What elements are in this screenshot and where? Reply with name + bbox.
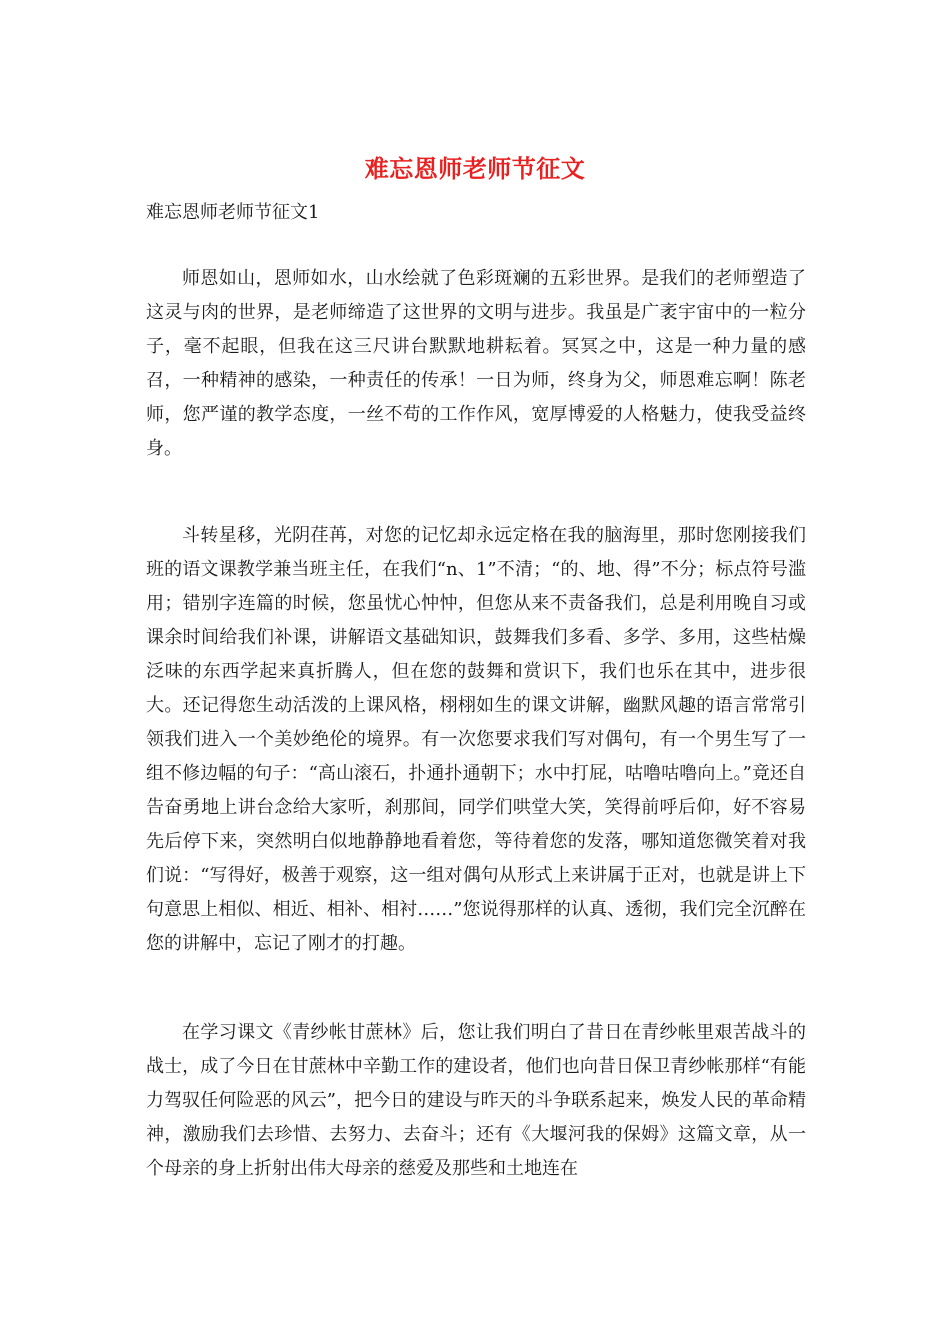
document-subtitle: 难忘恩师老师节征文1 bbox=[146, 202, 320, 223]
paragraph-3: 在学习课文《青纱帐甘蔗林》后，您让我们明白了昔日在青纱帐里艰苦战斗的战士，成了今日在甘蔗林中辛勤工作的建设者，他们也向昔日保卫青纱帐那样“有能力驾驭任何险恶的风云”，把今日的建设与昨天的斗争联系起来，焕发人民的革命精神，激励我们去珍惜、去努力、去奋斗；还有《大堰河我的保姆》这篇文章，从一个母亲的身上折射出伟大母亲的慈爱及那些和土地连在 bbox=[146, 1022, 806, 1179]
paragraph-2: 斗转星移，光阴荏苒，对您的记忆却永远定格在我的脑海里，那时您刚接我们班的语文课教学兼当班主任，在我们“n、1”不清；“的、地、得”不分；标点符号滥用；错别字连篇的时候，您虽忧心忡忡，但您从来不责备我们，总是利用晚自习或课余时间给我们补课，讲解语文基础知识，鼓舞我们多看、多学、多用，这些枯燥泛味的东西学起来真折腾人，但在您的鼓舞和赏识下，我们也乐在其中，进步很大。还记得您生动活泼的上课风格，栩栩如生的课文讲解，幽默风趣的语言常常引领我们进入一个美妙绝伦的境界。有一次您要求我们写对偶句，有一个男生写了一组不修边幅的句子：“高山滚石，扑通扑通朝下；水中打屁，咕噜咕噜向上。”竟还自告奋勇地上讲台念给大家听，刹那间，同学们哄堂大笑，笑得前呼后仰，好不容易先后停下来，突然明白似地静静地看着您，等待着您的发落，哪知道您微笑着对我们说：“写得好，极善于观察，这一组对偶句从形式上来讲属于正对，也就是讲上下句意思上相似、相近、相补、相衬……”您说得那样的认真、透彻，我们完全沉醉在您的讲解中，忘记了刚才的打趣。 bbox=[146, 525, 806, 954]
paragraph-1: 师恩如山，恩师如水，山水绘就了色彩斑斓的五彩世界。是我们的老师塑造了这灵与肉的世界，是老师缔造了这世界的文明与进步。我虽是广袤宇宙中的一粒分子，毫不起眼，但我在这三尺讲台默默地耕耘着。冥冥之中，这是一种力量的感召，一种精神的感染，一种责任的传承！一日为师，终身为父，师恩难忘啊！陈老师，您严谨的教学态度，一丝不苟的工作作风，宽厚博爱的人格魅力，使我受益终身。 bbox=[146, 268, 806, 459]
document-title: 难忘恩师老师节征文 bbox=[364, 154, 586, 183]
